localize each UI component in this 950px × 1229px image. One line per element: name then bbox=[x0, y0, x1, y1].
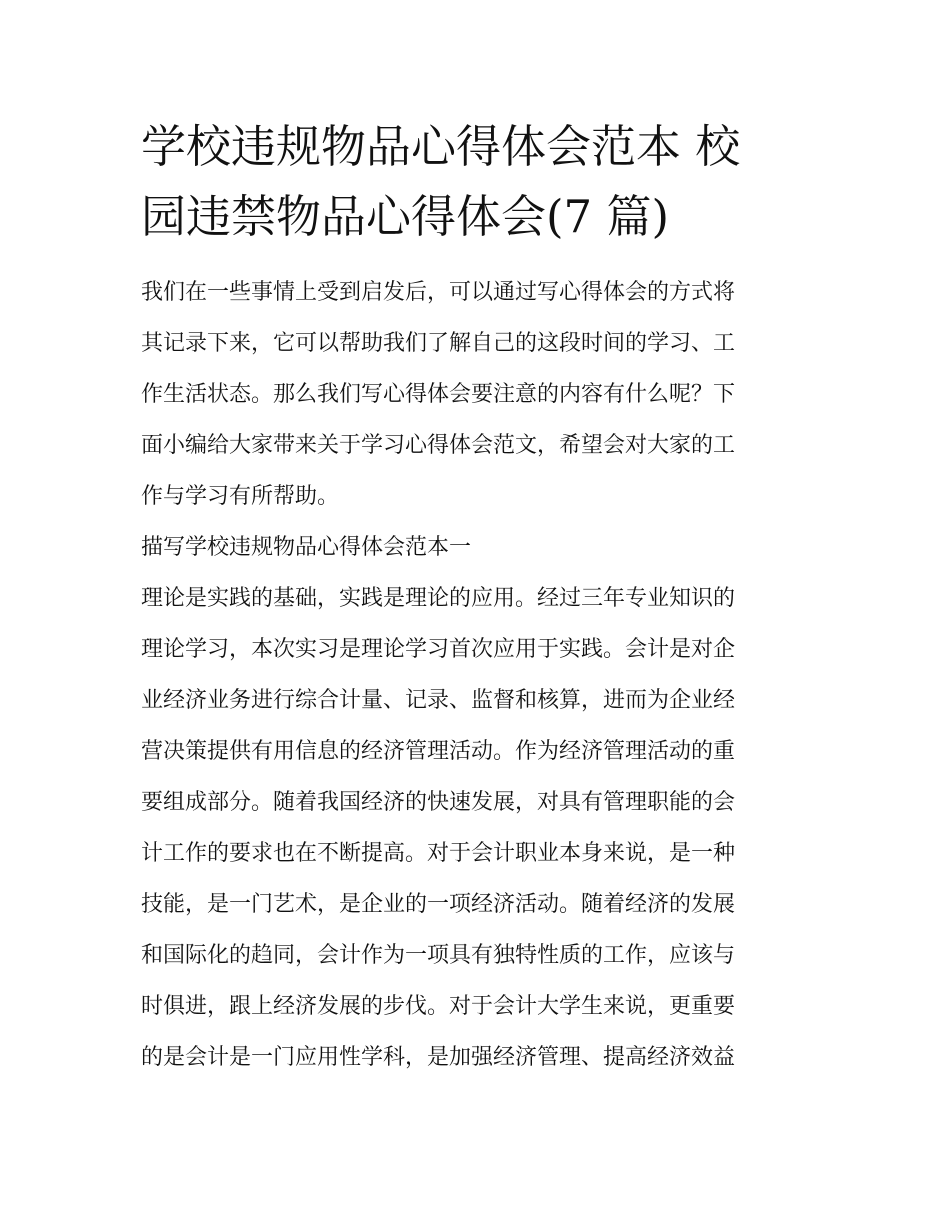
body-line: 技能，是一门艺术，是企业的一项经济活动。随着经济的发展 bbox=[141, 892, 736, 917]
document-content bbox=[141, 112, 813, 1083]
body-line: 计工作的要求也在不断提高。对于会计职业本身来说，是一种 bbox=[141, 841, 736, 866]
body-line: 时俱进，跟上经济发展的步伐。对于会计大学生来说，更重要 bbox=[141, 994, 736, 1019]
intro-paragraph bbox=[141, 267, 813, 522]
body-line: 要组成部分。随着我国经济的快速发展，对具有管理职能的会 bbox=[141, 790, 736, 815]
title-line: 学校违规物品心得体会范本 校 bbox=[141, 120, 741, 173]
section-heading: 描写学校违规物品心得体会范本一 bbox=[141, 535, 472, 560]
title-line: 园违禁物品心得体会(7 篇) bbox=[141, 190, 670, 243]
body-line: 理论是实践的基础，实践是理论的应用。经过三年专业知识的 bbox=[141, 586, 736, 611]
intro-line: 作与学习有所帮助。 bbox=[141, 484, 340, 509]
body-paragraph bbox=[141, 573, 813, 1083]
intro-line: 其记录下来，它可以帮助我们了解自己的这段时间的学习、工 bbox=[141, 331, 736, 356]
body-line: 营决策提供有用信息的经济管理活动。作为经济管理活动的重 bbox=[141, 739, 736, 764]
document-title bbox=[141, 112, 813, 252]
intro-line: 我们在一些事情上受到启发后，可以通过写心得体会的方式将 bbox=[141, 280, 736, 305]
body-line: 理论学习，本次实习是理论学习首次应用于实践。会计是对企 bbox=[141, 637, 736, 662]
intro-line: 面小编给大家带来关于学习心得体会范文，希望会对大家的工 bbox=[141, 433, 736, 458]
intro-line: 作生活状态。那么我们写心得体会要注意的内容有什么呢？下 bbox=[141, 382, 736, 407]
body-line: 业经济业务进行综合计量、记录、监督和核算，进而为企业经 bbox=[141, 688, 736, 713]
body-line: 的是会计是一门应用性学科，是加强经济管理、提高经济效益 bbox=[141, 1045, 736, 1070]
body-line: 和国际化的趋同，会计作为一项具有独特性质的工作，应该与 bbox=[141, 943, 736, 968]
